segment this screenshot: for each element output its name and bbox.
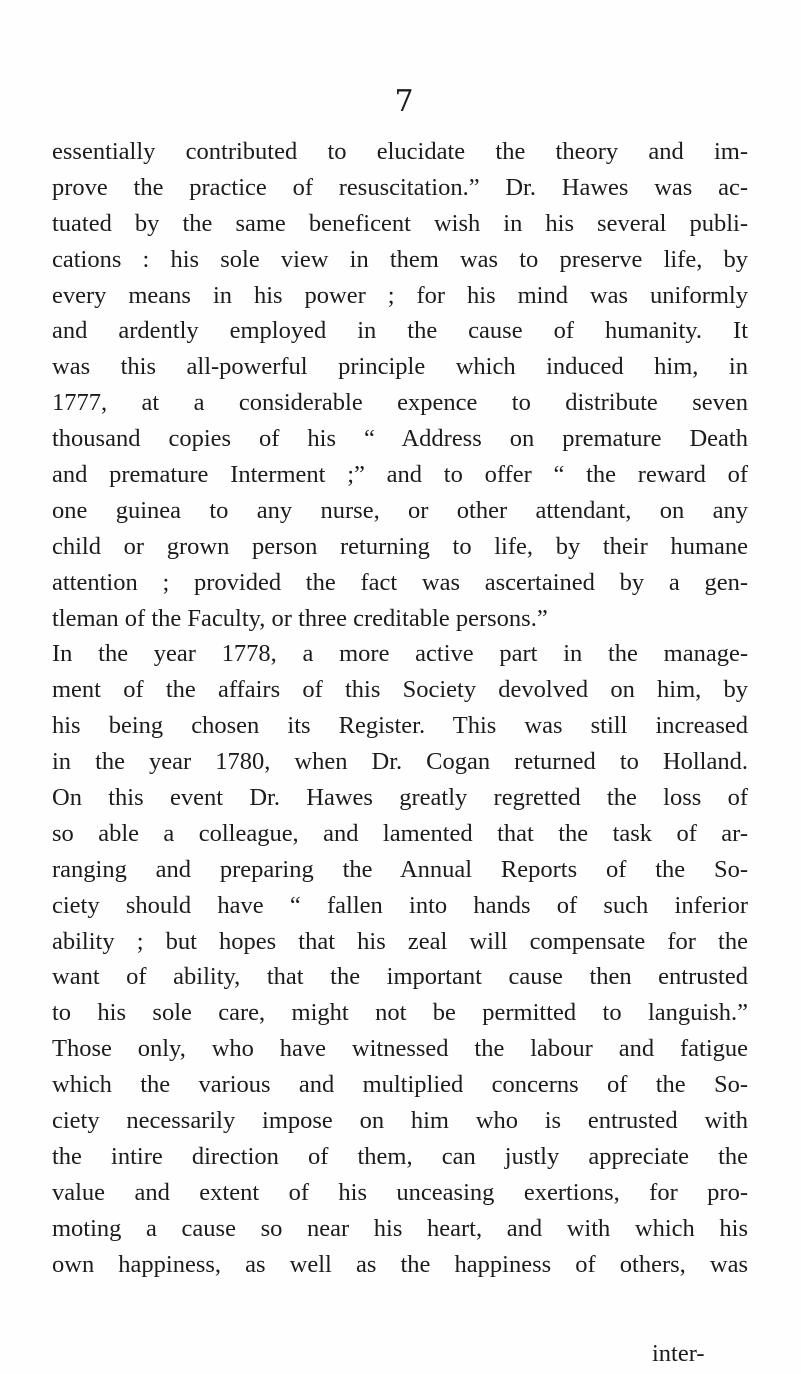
body-text (52, 134, 748, 1283)
text-line: want of ability, that the important cause then entrusted (52, 963, 748, 991)
text-line: ment of the affairs of this Society devolved on him, by (52, 676, 748, 704)
text-line: every means in his power ; for his mind was uniformly (52, 281, 748, 309)
text-line: ciety should have “ fallen into hands of such inferior (52, 891, 748, 919)
text-line: On this event Dr. Hawes greatly regretted the loss of (52, 784, 748, 812)
text-line: Those only, who have witnessed the labour and fatigue (52, 1035, 748, 1063)
text-line: ability ; but hopes that his zeal will compensate for the (52, 927, 748, 955)
text-line: ranging and preparing the Annual Reports of the So- (52, 855, 748, 883)
text-line: so able a colleague, and lamented that the task of ar- (52, 819, 748, 847)
text-line: which the various and multiplied concerns of the So- (52, 1071, 748, 1099)
text-line: attention ; provided the fact was ascertained by a gen- (52, 568, 748, 596)
text-line: his being chosen its Register. This was still increased (52, 712, 748, 740)
page-number: 7 (394, 84, 414, 119)
text-line: In the year 1778, a more active part in the manage- (52, 640, 748, 668)
text-line: value and extent of his unceasing exertions, for pro- (52, 1178, 748, 1206)
text-line: and premature Interment ;” and to offer “ the reward of (52, 461, 748, 489)
catchword: inter- (652, 1340, 705, 1367)
text-line: was this all-powerful principle which induced him, in (52, 353, 748, 381)
text-line: moting a cause so near his heart, and with which his (52, 1214, 748, 1242)
text-line: 1777, at a considerable expence to distribute seven (52, 389, 748, 417)
text-line: and ardently employed in the cause of humanity. It (52, 317, 748, 345)
text-line: own happiness, as well as the happiness of others, was (52, 1250, 748, 1278)
text-line: to his sole care, might not be permitted to languish.” (52, 999, 748, 1027)
text-line: prove the practice of resuscitation.” Dr. Hawes was ac- (52, 173, 748, 201)
text-line: thousand copies of his “ Address on premature Death (52, 425, 748, 453)
text-line: tleman of the Faculty, or three creditable persons.” (52, 604, 548, 632)
text-line: tuated by the same beneficent wish in his several publi- (52, 209, 748, 237)
text-line: cations : his sole view in them was to preserve life, by (52, 245, 748, 273)
text-line: essentially contributed to elucidate the theory and im- (52, 138, 748, 165)
text-line: ciety necessarily impose on him who is entrusted with (52, 1107, 748, 1135)
text-line: one guinea to any nurse, or other attendant, on any (52, 496, 748, 524)
text-line: in the year 1780, when Dr. Cogan returned to Holland. (52, 748, 748, 776)
text-line: the intire direction of them, can justly appreciate the (52, 1142, 748, 1170)
text-line: child or grown person returning to life, by their humane (52, 532, 748, 560)
